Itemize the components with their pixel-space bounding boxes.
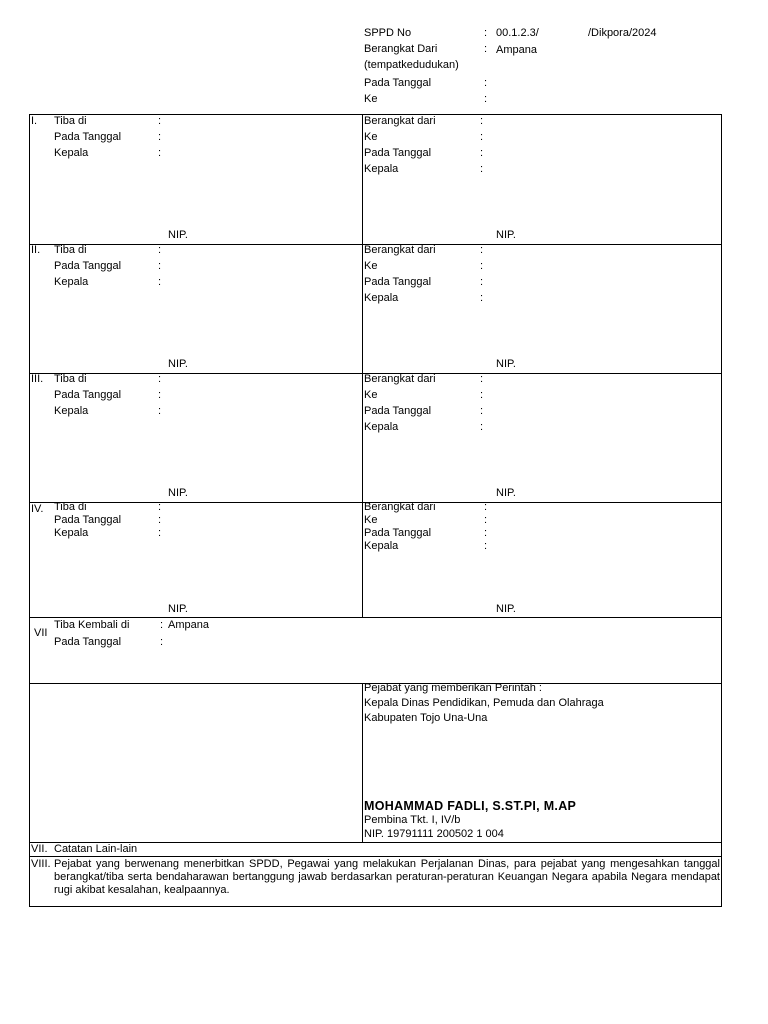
nip-label: NIP. — [496, 229, 516, 241]
berangkat-dari-label: Berangkat dari — [364, 244, 436, 256]
berangkat-dari-label: Berangkat dari — [364, 373, 436, 385]
catatan-label: Catatan Lain-lain — [54, 843, 138, 855]
colon: : — [160, 636, 164, 648]
colon: : — [484, 501, 488, 513]
tiba-di-label: Tiba di — [54, 373, 87, 385]
pernyataan-text: Pejabat yang berwenang menerbitkan SPDD, Pegawai yang melakukan Perjalanan Dinas, para pejabat yang mengesahkan tanggal berangkat/tiba serta bendaharawan bertanggung jawab berdasarkan peraturan-peraturan Keuangan Negara apabila Negara mendapat rugi akibat kesalahan, kealpaannya. — [54, 858, 720, 896]
nip-label: NIP. — [496, 487, 516, 499]
column-divider — [362, 114, 363, 618]
ke-label: Ke — [364, 514, 378, 526]
colon: : — [480, 147, 484, 159]
sppd-no-value: 00.1.2.3/ — [496, 27, 539, 39]
official-name: MOHAMMAD FADLI, S.ST.PI, M.AP — [364, 799, 577, 813]
official-office-line2: Kabupaten Tojo Una-Una — [364, 712, 488, 724]
nip-label: NIP. — [496, 358, 516, 370]
nip-label: NIP. — [168, 603, 188, 615]
tiba-di-label: Tiba di — [54, 115, 87, 127]
colon: : — [158, 389, 162, 401]
colon: : — [480, 260, 484, 272]
pada-tanggal-label: Pada Tanggal — [54, 636, 122, 648]
nip-label: NIP. — [168, 358, 188, 370]
berangkat-dari-label: Berangkat dari — [364, 501, 436, 513]
colon: : — [480, 115, 484, 127]
tiba-di-label: Tiba di — [54, 244, 87, 256]
tiba-di-label: Tiba di — [54, 501, 87, 513]
colon: : — [158, 527, 162, 539]
colon: : — [158, 244, 162, 256]
colon: : — [480, 292, 484, 304]
official-rank: Pembina Tkt. I, IV/b — [364, 814, 461, 826]
colon: : — [480, 244, 484, 256]
pada-tanggal-label: Pada Tanggal — [54, 260, 122, 272]
berangkat-sublabel: (tempatkedudukan) — [364, 59, 459, 71]
colon: : — [480, 389, 484, 401]
colon: : — [484, 514, 488, 526]
colon: : — [158, 373, 162, 385]
section-numeral: VII — [34, 627, 48, 639]
table-border-right — [721, 114, 722, 907]
kepala-label: Kepala — [54, 276, 89, 288]
section-numeral: IV. — [31, 503, 44, 515]
colon: : — [480, 131, 484, 143]
row-divider — [29, 856, 722, 857]
colon: : — [158, 514, 162, 526]
colon: : — [158, 276, 162, 288]
berangkat-value: Ampana — [496, 44, 537, 56]
pada-tanggal-label: Pada Tanggal — [364, 527, 432, 539]
table-border-bottom — [29, 906, 722, 907]
colon: : — [480, 405, 484, 417]
colon: : — [160, 619, 164, 631]
kepala-label: Kepala — [54, 527, 89, 539]
colon: : — [484, 43, 488, 55]
colon: : — [480, 163, 484, 175]
colon: : — [158, 147, 162, 159]
nip-label: NIP. — [168, 487, 188, 499]
colon: : — [158, 260, 162, 272]
pada-tanggal-label: Pada Tanggal — [364, 77, 432, 89]
colon: : — [484, 527, 488, 539]
section-numeral: II. — [31, 244, 41, 256]
colon: : — [158, 405, 162, 417]
tiba-kembali-label: Tiba Kembali di — [54, 619, 130, 631]
ke-label: Ke — [364, 260, 378, 272]
colon: : — [158, 131, 162, 143]
sppd-no-suffix: /Dikpora/2024 — [588, 27, 657, 39]
kepala-label: Kepala — [54, 405, 89, 417]
official-nip: NIP. 19791111 200502 1 004 — [364, 828, 504, 840]
pada-tanggal-label: Pada Tanggal — [364, 405, 432, 417]
pada-tanggal-label: Pada Tanggal — [54, 389, 122, 401]
colon: : — [158, 115, 162, 127]
pada-tanggal-label: Pada Tanggal — [54, 514, 122, 526]
berangkat-dari-label: Berangkat dari — [364, 115, 436, 127]
ke-label: Ke — [364, 93, 378, 105]
official-intro: Pejabat yang memberikan Perintah : — [364, 682, 542, 694]
colon: : — [484, 27, 488, 39]
kepala-label: Kepala — [364, 163, 399, 175]
kepala-label: Kepala — [364, 292, 399, 304]
nip-label: NIP. — [168, 229, 188, 241]
section-numeral: I. — [31, 115, 38, 127]
tiba-kembali-value: Ampana — [168, 619, 209, 631]
kepala-label: Kepala — [364, 421, 399, 433]
sppd-no-label: SPPD No — [364, 27, 412, 39]
pernyataan-numeral: VIII. — [31, 858, 51, 870]
nip-label: NIP. — [496, 603, 516, 615]
pada-tanggal-label: Pada Tanggal — [364, 147, 432, 159]
colon: : — [480, 421, 484, 433]
column-divider — [362, 683, 363, 843]
section-numeral: III. — [31, 373, 44, 385]
colon: : — [480, 276, 484, 288]
colon: : — [480, 373, 484, 385]
ke-label: Ke — [364, 131, 378, 143]
table-border-left — [29, 114, 30, 907]
pada-tanggal-label: Pada Tanggal — [54, 131, 122, 143]
pada-tanggal-label: Pada Tanggal — [364, 276, 432, 288]
official-office-line1: Kepala Dinas Pendidikan, Pemuda dan Olahraga — [364, 697, 604, 709]
kepala-label: Kepala — [364, 540, 399, 552]
colon: : — [158, 501, 162, 513]
catatan-numeral: VII. — [31, 843, 48, 855]
colon: : — [484, 540, 488, 552]
ke-label: Ke — [364, 389, 378, 401]
berangkat-label: Berangkat Dari — [364, 43, 438, 55]
row-divider — [29, 617, 722, 618]
colon: : — [484, 93, 488, 105]
colon: : — [484, 77, 488, 89]
kepala-label: Kepala — [54, 147, 89, 159]
